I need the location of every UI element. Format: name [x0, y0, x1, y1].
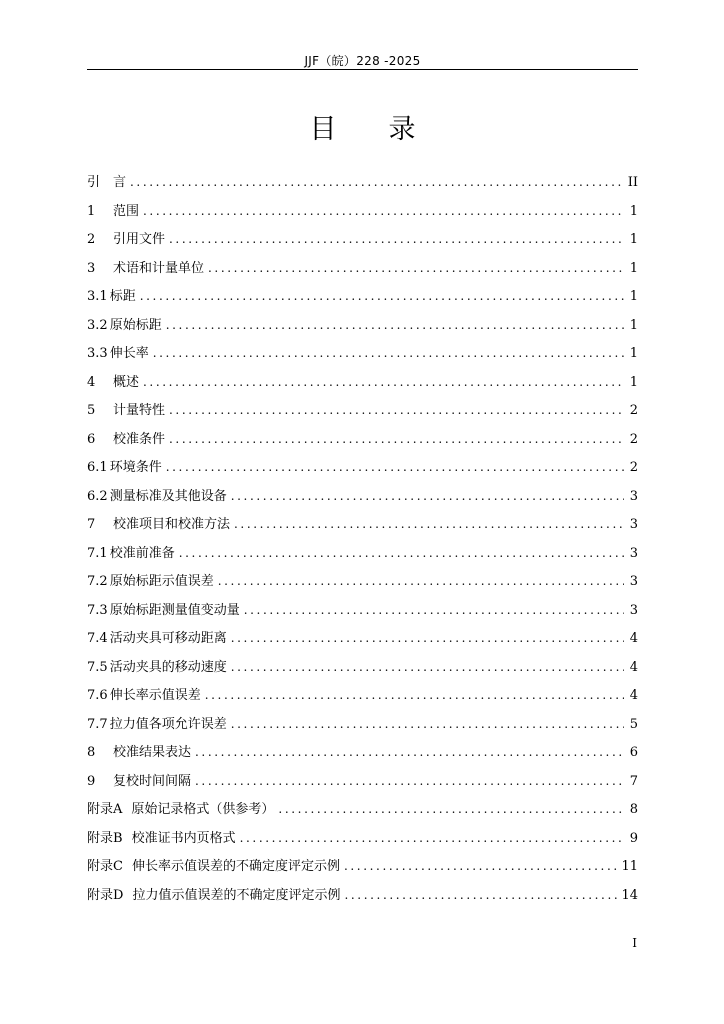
toc-dot-leader — [169, 225, 624, 254]
toc-entry-number: 6.2 — [87, 488, 108, 504]
toc-entry-number: 8 — [87, 745, 96, 760]
toc-entry-number: 7.5 — [87, 659, 108, 675]
toc-entry[interactable] — [87, 881, 638, 910]
toc-entry-number: 附录B — [87, 830, 123, 846]
toc-entry-page: 4 — [629, 659, 638, 675]
toc-entry-number: 3.1 — [87, 289, 108, 304]
toc-entry-number: 引 — [87, 175, 101, 190]
toc-entry-page: 14 — [621, 887, 638, 903]
toc-entry-number: 7.1 — [87, 545, 108, 561]
toc-entry-title: 原始记录格式（供参考） — [131, 802, 275, 817]
toc-entry-page: 1 — [629, 346, 638, 361]
toc-entry-number: 6 — [87, 431, 96, 447]
toc-entry[interactable] — [87, 767, 638, 796]
toc-entry[interactable] — [87, 339, 638, 368]
toc-entry[interactable] — [87, 482, 638, 511]
toc-entry-page: 3 — [629, 488, 638, 504]
toc-entry-page: 5 — [629, 716, 638, 732]
toc-entry-title: 伸长率示值误差 — [109, 688, 201, 703]
title-char-left: 目 — [309, 114, 337, 145]
toc-entry-title: 概述 — [113, 374, 140, 390]
toc-entry-page: 1 — [629, 289, 638, 304]
toc-entry-number: 7.2 — [87, 574, 108, 589]
toc-entry-title: 伸长率示值误差的不确定度评定示例 — [131, 859, 340, 874]
toc-entry-title: 校准条件 — [113, 431, 166, 447]
toc-entry-title: 引用文件 — [113, 232, 166, 247]
toc-entry-title: 拉力值各项允许误差 — [109, 716, 227, 732]
toc-entry-title: 校准结果表达 — [113, 745, 192, 760]
toc-entry-page: 8 — [629, 802, 638, 817]
toc-entry-page: 2 — [629, 431, 638, 447]
toc-dot-leader — [195, 767, 624, 796]
toc-entry-page: 2 — [629, 460, 638, 475]
toc-entry-title: 活动夹具可移动距离 — [109, 631, 227, 646]
toc-dot-leader — [143, 368, 624, 397]
toc-entry-page: 1 — [629, 260, 638, 276]
toc-entry-title: 测量标准及其他设备 — [109, 488, 227, 504]
toc-entry[interactable] — [87, 710, 638, 739]
toc-entry[interactable] — [87, 596, 638, 625]
toc-entry-page: 1 — [629, 374, 638, 390]
toc-entry[interactable] — [87, 624, 638, 653]
toc-dot-leader — [208, 254, 624, 283]
toc-entry-number: 附录A — [87, 802, 123, 817]
header-rule — [87, 69, 638, 70]
toc-dot-leader — [195, 738, 624, 767]
toc-entry[interactable] — [87, 311, 638, 340]
toc-entry[interactable] — [87, 453, 638, 482]
table-of-contents — [87, 168, 638, 909]
toc-entry-page: 3 — [629, 517, 638, 532]
toc-entry-page: 1 — [629, 317, 638, 333]
toc-entry[interactable] — [87, 852, 638, 881]
toc-dot-leader — [130, 168, 624, 197]
toc-entry[interactable] — [87, 539, 638, 568]
toc-entry-page: II — [627, 175, 638, 190]
toc-dot-leader — [153, 339, 624, 368]
toc-entry[interactable] — [87, 738, 638, 767]
toc-entry-title: 范围 — [113, 203, 140, 219]
toc-entry-number: 7.6 — [87, 688, 108, 703]
toc-dot-leader — [231, 624, 624, 653]
toc-entry-number: 4 — [87, 374, 96, 390]
toc-entry-page: 4 — [629, 688, 638, 703]
toc-entry[interactable] — [87, 510, 638, 539]
toc-entry-page: 3 — [629, 602, 638, 618]
toc-entry-title: 术语和计量单位 — [113, 260, 205, 276]
toc-entry-page: 3 — [629, 545, 638, 561]
toc-entry-title: 计量特性 — [113, 403, 166, 418]
toc-entry[interactable] — [87, 653, 638, 682]
toc-entry[interactable] — [87, 282, 638, 311]
toc-entry-number: 7 — [87, 517, 96, 532]
toc-entry-number: 5 — [87, 403, 96, 418]
toc-entry[interactable] — [87, 254, 638, 283]
toc-entry-number: 7.7 — [87, 716, 108, 732]
toc-entry[interactable] — [87, 795, 638, 824]
toc-entry-title: 校准证书内页格式 — [131, 830, 236, 846]
toc-entry-number: 3.2 — [87, 317, 108, 333]
toc-entry[interactable] — [87, 425, 638, 454]
toc-entry-title: 环境条件 — [109, 460, 162, 475]
toc-entry-title: 拉力值示值误差的不确定度评定示例 — [132, 887, 341, 903]
toc-entry-page: 6 — [629, 745, 638, 760]
toc-entry-page: 9 — [629, 830, 638, 846]
toc-dot-leader — [344, 852, 617, 881]
toc-entry-number: 附录D — [87, 887, 124, 903]
toc-entry-title: 言 — [113, 175, 127, 190]
toc-dot-leader — [240, 824, 624, 853]
toc-dot-leader — [179, 539, 624, 568]
toc-entry-title: 原始标距示值误差 — [109, 574, 214, 589]
toc-entry-title: 校准项目和校准方法 — [113, 517, 231, 532]
toc-entry-page: 3 — [629, 574, 638, 589]
toc-entry-number: 3.3 — [87, 346, 108, 361]
toc-entry-title: 校准前准备 — [109, 545, 175, 561]
toc-entry-number: 6.1 — [87, 460, 108, 475]
toc-entry[interactable] — [87, 396, 638, 425]
toc-entry-number: 2 — [87, 232, 96, 247]
toc-dot-leader — [231, 482, 624, 511]
toc-dot-leader — [169, 396, 624, 425]
toc-entry-page: 7 — [629, 773, 638, 789]
toc-dot-leader — [234, 510, 624, 539]
toc-dot-leader — [166, 453, 624, 482]
toc-entry-page: 4 — [629, 631, 638, 646]
toc-entry-title: 活动夹具的移动速度 — [109, 659, 227, 675]
toc-entry-number: 7.3 — [87, 602, 108, 618]
toc-dot-leader — [344, 881, 617, 910]
page-title — [87, 107, 638, 146]
toc-entry[interactable] — [87, 168, 638, 197]
toc-dot-leader — [231, 710, 624, 739]
toc-dot-leader — [231, 653, 624, 682]
toc-entry-page: 1 — [629, 203, 638, 219]
toc-dot-leader — [169, 425, 624, 454]
toc-entry[interactable] — [87, 197, 638, 226]
toc-entry-page: 11 — [621, 859, 638, 874]
toc-entry[interactable] — [87, 567, 638, 596]
toc-dot-leader — [140, 282, 624, 311]
toc-entry-title: 原始标距 — [109, 317, 162, 333]
toc-entry[interactable] — [87, 368, 638, 397]
toc-dot-leader — [244, 596, 624, 625]
toc-entry[interactable] — [87, 225, 638, 254]
document-code-header: JJF（皖）228 -2025 — [304, 54, 421, 68]
toc-entry-page: 1 — [629, 232, 638, 247]
toc-entry-title: 复校时间间隔 — [113, 773, 192, 789]
toc-dot-leader — [218, 567, 624, 596]
toc-entry[interactable] — [87, 681, 638, 710]
toc-entry-number: 1 — [87, 203, 96, 219]
toc-entry-page: 2 — [629, 403, 638, 418]
toc-dot-leader — [166, 311, 624, 340]
toc-dot-leader — [278, 795, 624, 824]
toc-entry[interactable] — [87, 824, 638, 853]
toc-dot-leader — [205, 681, 624, 710]
toc-entry-title: 伸长率 — [109, 346, 149, 361]
toc-entry-number: 3 — [87, 260, 96, 276]
page-number: I — [632, 936, 637, 950]
toc-dot-leader — [143, 197, 624, 226]
toc-entry-number: 9 — [87, 773, 96, 789]
toc-entry-number: 7.4 — [87, 631, 108, 646]
title-char-right: 录 — [388, 114, 416, 145]
toc-entry-number: 附录C — [87, 859, 123, 874]
toc-entry-title: 原始标距测量值变动量 — [109, 602, 240, 618]
toc-entry-title: 标距 — [109, 289, 136, 304]
